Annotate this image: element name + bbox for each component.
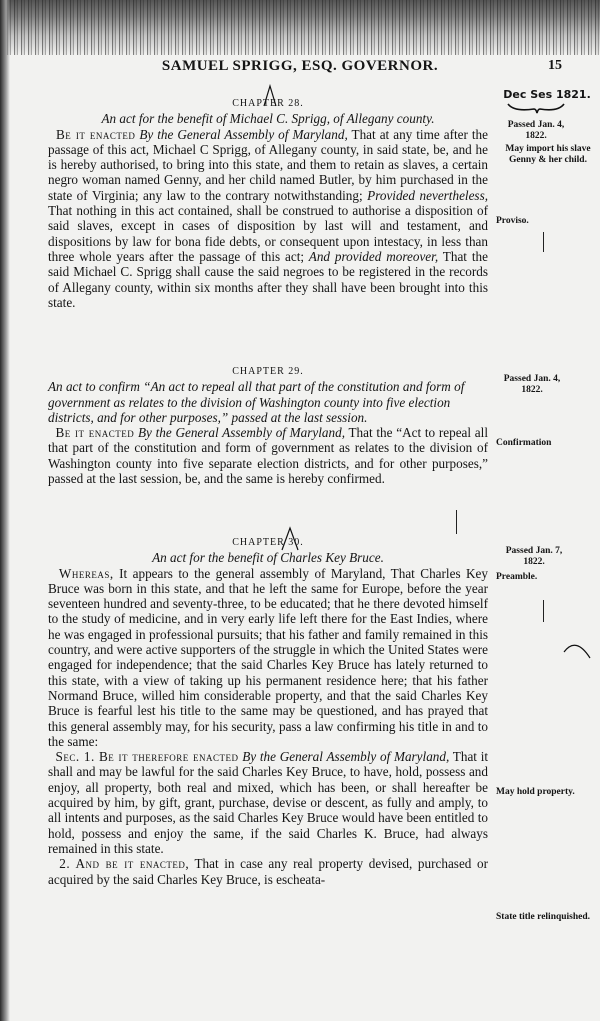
running-header: SAMUEL SPRIGG, ESQ. GOVERNOR.: [161, 58, 439, 74]
whereas-clause: Whereas,: [58, 565, 114, 581]
handwritten-note-text: Dec Ses 1821.: [503, 88, 591, 101]
enacting-authority: By the General Assembly of Maryland,: [139, 126, 348, 142]
proviso-label: Provided nevertheless,: [367, 187, 488, 203]
chapter-30-section-1: [48, 749, 488, 856]
chapter-29-text: That the “Act to repeal all that part of the constitution and form of government as relates to the division of Washington county into five separate election districts, and for other purposes,” passed at the last session, be, and the same is hereby confirmed.: [48, 425, 488, 487]
chapter-29-heading: CHAPTER 29.: [232, 366, 304, 377]
scan-noise-band: [0, 0, 600, 55]
enacting-clause: Be it enacted: [56, 126, 136, 142]
chapter-30-preamble: [48, 566, 488, 750]
margin-note-ch28-summary: May import his slave Genny & her child.: [505, 144, 591, 165]
handwritten-brace: [506, 100, 566, 114]
margin-note-ch30-preamble: Preamble.: [496, 572, 538, 582]
moreover-label: And provided moreover,: [304, 248, 439, 264]
margin-note-ch30-sec2: State title relinquished.: [496, 912, 591, 922]
scan-left-edge: [0, 0, 10, 1021]
enacting-clause: Be it enacted: [55, 425, 135, 441]
enacting-authority: By the General Assembly of Maryland,: [242, 749, 450, 765]
margin-note-ch30-passed: Passed Jan. 7, 1822.: [505, 546, 563, 567]
chapter-28-body: [48, 127, 488, 311]
chapter-28-text: That at any time after the passage of this act, Michael C Sprigg, of Allegany county, in said state, be, and he is hereby authorised, to bring into this state, and them to retain as slaves, a certain negro woman named Genny, and her child named Butler, by him purchased in the state of Virginia; any law to the contrary notwithstanding;: [48, 126, 488, 203]
margin-note-ch28-proviso: Proviso.: [496, 216, 529, 226]
margin-note-ch28-passed: Passed Jan. 4, 1822.: [507, 120, 565, 141]
section-1-text: That it shall and may be lawful for the said Charles Key Bruce, to have, hold, possess and enjoy, all property, both real and mixed, which has been, or shall hereafter be acquired by him, by gift, grant, purchase, devise or descent, as fully and amply, to all intents and purposes, as the said Charles Key Bruce would have been entitled to hold, possess and enjoy the same, if the said Charles K. Bruce, had always remained in this state.: [48, 749, 489, 856]
margin-note-ch29-summary: Confirmation: [496, 438, 552, 448]
pen-mark: [262, 84, 278, 108]
margin-note-ch30-sec1: May hold property.: [496, 787, 575, 797]
chapter-30-section-2: [48, 856, 488, 887]
proviso-text: That nothing in this act contained, shall be construed to authorise a disposition of said slaves, except in cases of disposition by last will and testament, and dispositions by law for bona fide debts, or consequent upon intestacy, in less than three whole years after the passage of this act;: [48, 203, 488, 264]
moreover-text: That the said Michael C. Sprigg shall cause the said negroes to be registered in the records of Allegany county, within six months after they shall have been brought into this state.: [48, 248, 488, 310]
chapter-30-title: An act for the benefit of Charles Key Bruce.: [152, 550, 384, 566]
margin-stroke: [543, 600, 544, 622]
margin-note-ch29-passed: Passed Jan. 4, 1822.: [503, 374, 561, 395]
enacting-authority: By the General Assembly of Maryland,: [137, 425, 345, 441]
pen-mark: [280, 526, 300, 552]
pen-mark: [562, 638, 592, 662]
chapter-28-title: An act for the benefit of Michael C. Sprigg, of Allegany county.: [101, 111, 435, 127]
chapter-29-body: [48, 425, 488, 486]
margin-stroke: [543, 232, 544, 252]
chapter-29: [48, 364, 488, 486]
chapter-30: [48, 535, 488, 887]
chapter-30-heading: CHAPTER 30.: [232, 537, 304, 548]
chapter-28-heading: CHAPTER 28.: [232, 98, 304, 109]
page-number: 15: [548, 58, 562, 73]
section-1-clause: Sec. 1. Be it therefore enacted: [55, 749, 239, 765]
margin-stroke: [456, 510, 457, 534]
section-2-clause: 2. And be it enacted,: [59, 856, 190, 872]
preamble-text: It appears to the general assembly of Maryland, That Charles Key Bruce was born in this state, and that he left the same for Europe, before the year seventeen hundred and seventy-three, to be educated; that he there devoted himself to the study of medicine, and in very early life left there for the East Indies, where he was engaged in professional pursuits; that his father and family remained in this country, and were active supporters of the struggle in which the United States were engaged for independence; that the said Charles Key Bruce has lately returned to this state, with a view of taking up his permanent residence here; that his father Normand Bruce, willed him considerable property, and that the said Charles Key Bruce is fearful lest his title to the same may be questioned, and has prayed that this general assembly may, for his security, pass a law confirming his title in and to the same:: [48, 565, 489, 749]
section-2-text: That in case any real property devised, purchased or acquired by the said Charles Key Bruce, is escheata-: [48, 856, 488, 887]
chapter-29-title: An act to confirm “An act to repeal all that part of the constitution and form of government as relates to the division of Washington county into five election districts, and for other purposes,” passed at the last session.: [48, 379, 465, 425]
chapter-28: [48, 96, 488, 310]
